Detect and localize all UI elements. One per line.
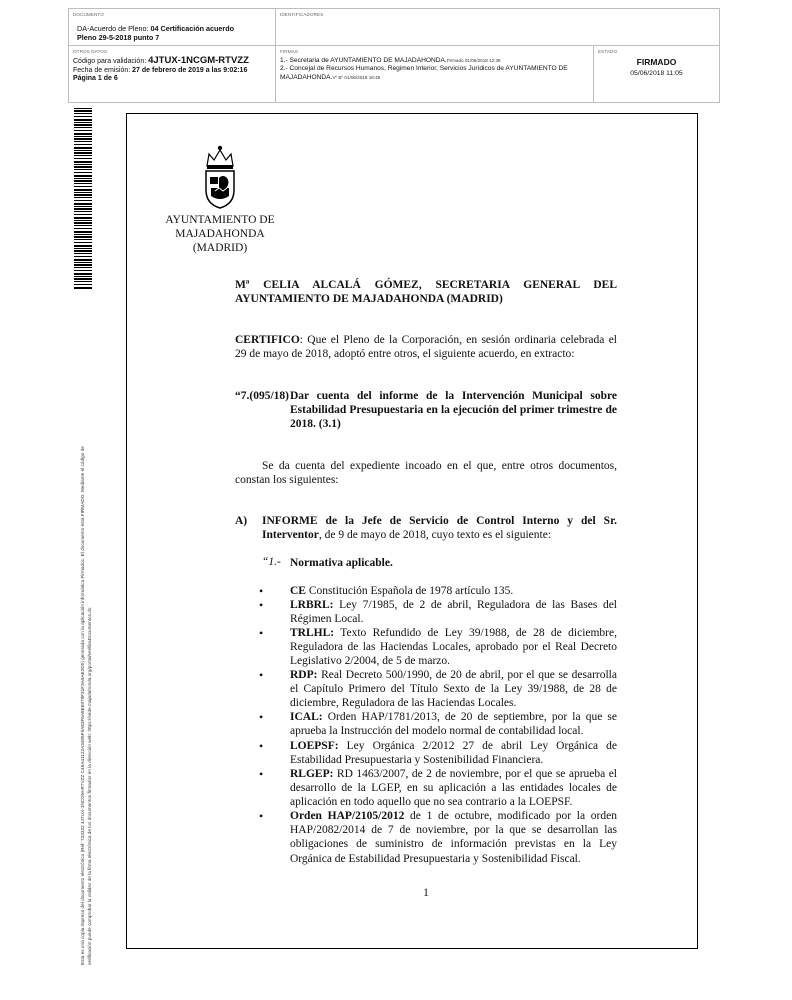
fecha-label: Fecha de emisión: bbox=[73, 66, 133, 74]
estado-cell bbox=[594, 46, 719, 102]
verification-note-line2: verificación puede comprobar la validez de la firma electrónica de los documentos firmados en la dirección web: https://sede.majadahonda.org/portal/verificaDocumentos.do bbox=[86, 607, 92, 965]
organization-name bbox=[163, 213, 277, 255]
identificadores-cell bbox=[276, 9, 719, 46]
verification-note bbox=[80, 297, 94, 965]
bullet-icon: • bbox=[259, 598, 264, 612]
section-a-letter: A) bbox=[235, 515, 248, 527]
regulation-term: CE bbox=[290, 585, 306, 597]
certifico-text1: : Que el Pleno de la Corporación, en sesión ordinaria celebrada el bbox=[299, 334, 617, 346]
bullet-icon: • bbox=[259, 809, 264, 823]
firmas-text bbox=[280, 57, 592, 82]
bullet-icon: • bbox=[259, 584, 264, 598]
regulation-text: Real Decreto 500/1990, de 20 de abril, por el que se desarrolla bbox=[317, 669, 617, 681]
regulation-line bbox=[290, 640, 617, 654]
regulation-line bbox=[290, 837, 617, 851]
regulation-text: Orden HAP/1781/2013, de 20 de septiembre, por la que se bbox=[322, 711, 617, 723]
regulation-line bbox=[290, 739, 617, 753]
regulation-text: RD 1463/2007, de 2 de noviembre, por el que se aprueba el bbox=[333, 768, 617, 780]
fecha-value: 27 de febrero de 2019 a las 9:02:16 bbox=[132, 66, 248, 74]
intro-line2: constan los siguientes: bbox=[235, 474, 339, 486]
regulation-text: obligaciones de suministro de información previstas en la Ley bbox=[290, 838, 617, 851]
regulation-line bbox=[290, 809, 617, 823]
otros-caption: OTROS DATOS bbox=[73, 49, 108, 54]
regulation-line bbox=[290, 823, 617, 837]
certifico-label: CERTIFICO bbox=[235, 334, 300, 346]
estado-caption: ESTADO bbox=[598, 49, 618, 54]
validation-code[interactable]: 4JTUX-1NCGM-RTVZZ bbox=[148, 55, 249, 66]
item-number: “7.(095/18) bbox=[235, 390, 289, 402]
item-title-line2: Estabilidad Presupuestaria en la ejecución del primer trimestre de bbox=[290, 404, 617, 416]
firmas-cell bbox=[276, 46, 594, 102]
regulation-text: Estabilidad Presupuestaria y Sostenibilidad Financiera. bbox=[290, 754, 544, 767]
documento-subtitle: Pleno 29-5-2018 punto 7 bbox=[77, 33, 160, 42]
regulation-text: el Capítulo Primero del Título Sexto de la Ley 39/1988, de 28 de bbox=[290, 683, 617, 696]
otros-text bbox=[73, 57, 249, 84]
otros-datos-cell bbox=[69, 46, 276, 102]
section-a-rest: , de 9 de mayo de 2018, cuyo texto es el siguiente: bbox=[318, 529, 552, 541]
page-count: Página 1 de 6 bbox=[73, 75, 118, 83]
firmas-caption: FIRMAS bbox=[280, 49, 298, 54]
regulation-line bbox=[290, 654, 617, 668]
regulation-term: LOEPSF: bbox=[290, 740, 339, 752]
documento-cell bbox=[69, 9, 276, 46]
heading-line2: AYUNTAMIENTO DE MAJADAHONDA (MADRID) bbox=[235, 293, 503, 305]
bullet-icon: • bbox=[259, 767, 264, 781]
regulation-line bbox=[290, 852, 617, 866]
regulation-text: Legislativo 2/2004, de 5 de marzo. bbox=[290, 655, 451, 668]
regulation-line bbox=[290, 668, 617, 682]
section-a-line1: INFORME de la Jefe de Servicio de Control Interno y del Sr. bbox=[262, 515, 617, 527]
regulation-term: TRLHL: bbox=[290, 627, 335, 639]
regulation-line bbox=[290, 612, 617, 626]
regulation-term: RDP: bbox=[290, 669, 318, 681]
regulation-line bbox=[290, 767, 617, 781]
firma-2: 2.- Concejal de Recursos Humanos, Regimen Interior, Servicios Jurídicos de AYUNTAMIENTO DE MAJADAHONDA. bbox=[280, 65, 568, 81]
regulation-text: aplicación en todo aquello que no sea contrario a la LOEPSF. bbox=[290, 796, 573, 809]
regulation-line bbox=[290, 724, 617, 738]
org-line2: MAJADAHONDA bbox=[175, 228, 265, 240]
regulation-text: HAP/2082/2014 de 7 de noviembre, por la que se desarrollan las bbox=[290, 824, 617, 837]
regulation-term: ICAL: bbox=[290, 711, 323, 723]
regulation-text: aprueba la Instrucción del modelo normal de contabilidad local. bbox=[290, 725, 584, 738]
regulation-text: Reguladora de las Haciendas Locales, aprobado por el Real Decreto bbox=[290, 641, 617, 654]
regulation-term: RLGEP: bbox=[290, 768, 334, 780]
regulation-line bbox=[290, 584, 617, 598]
regulation-text: Orgánica de Estabilidad Presupuestaria y Sostenibilidad Fiscal. bbox=[290, 852, 581, 865]
barcode-icon bbox=[74, 108, 92, 290]
page-number: 1 bbox=[423, 887, 429, 899]
firma-1: 1.- Secretaria de AYUNTAMIENTO DE MAJADAHONDA. bbox=[280, 57, 447, 64]
coat-of-arms-icon bbox=[201, 144, 239, 210]
certifico-line1 bbox=[235, 333, 617, 347]
bullet-icon: • bbox=[259, 668, 264, 682]
intro-line1: Se da cuenta del expediente incoado en el que, entre otros documentos, bbox=[262, 460, 617, 472]
item-title-line3: 2018. (3.1) bbox=[290, 418, 341, 430]
item-title-line1: Dar cuenta del informe de la Intervención Municipal sobre bbox=[290, 390, 617, 402]
bullet-icon: • bbox=[259, 739, 264, 753]
org-line3: (MADRID) bbox=[192, 242, 248, 254]
documento-title: 04 Certificación acuerdo bbox=[150, 24, 235, 33]
firma-2-date: Vº Bº 01/06/2018 18:48 bbox=[332, 74, 381, 80]
regulation-line bbox=[290, 710, 617, 724]
regulation-text: Régimen Local. bbox=[290, 613, 364, 626]
regulation-line bbox=[290, 753, 617, 767]
regulation-text: Ley 7/1985, de 2 de abril, Reguladora de las Bases del bbox=[333, 599, 617, 611]
regulation-term: Orden HAP/2105/2012 bbox=[290, 810, 405, 822]
regulation-text: de 1 de octubre, modificado por la orden bbox=[404, 810, 617, 822]
estado-value: FIRMADO bbox=[636, 57, 677, 67]
regulation-text: desarrollo de la LGEP, en su aplicación a las entidades locales de bbox=[290, 782, 617, 795]
sub-title: Normativa aplicable. bbox=[290, 557, 393, 569]
regulation-line bbox=[290, 598, 617, 612]
verification-note-line1: Esta es una copia impresa del documento electrónico (Ref: 733322 4JTUX-1NCGM-RTVZZ C45A41122A3485F9A83F6A8E6979F31F3A9AE2D0) generada con la aplicación informática Firmadoc. El documento está FIRMADO. Mediante el código de bbox=[80, 446, 85, 965]
firma-1-date: Firmado 01/06/2018 12:38 bbox=[446, 58, 501, 63]
regulation-line bbox=[290, 682, 617, 696]
bullet-icon: • bbox=[259, 710, 264, 724]
identificadores-caption: IDENTIFICADORES bbox=[280, 12, 324, 17]
documento-caption: DOCUMENTO bbox=[73, 12, 104, 17]
regulation-term: LRBRL: bbox=[290, 599, 334, 611]
documento-prefix: DA-Acuerdo de Pleno: bbox=[77, 24, 151, 33]
bullet-icon: • bbox=[259, 626, 264, 640]
regulation-line bbox=[290, 626, 617, 640]
estado-date: 05/06/2018 11:05 bbox=[630, 70, 683, 77]
codigo-label: Código para validación: bbox=[73, 58, 149, 65]
regulation-line bbox=[290, 795, 617, 809]
regulation-text: diciembre, Reguladora de las Haciendas Locales. bbox=[290, 697, 517, 710]
org-line1: AYUNTAMIENTO DE bbox=[165, 214, 275, 226]
section-a-interventor: Interventor bbox=[262, 529, 319, 541]
section-a-line2 bbox=[262, 528, 617, 542]
sub-number: “1.- bbox=[262, 556, 281, 568]
regulation-text: Constitución Española de 1978 artículo 135. bbox=[305, 585, 514, 597]
regulation-text: Texto Refundido de Ley 39/1988, de 28 de diciembre, bbox=[334, 627, 617, 639]
signature-header-box bbox=[68, 8, 720, 103]
regulation-line bbox=[290, 696, 617, 710]
heading-line1: Mª CELIA ALCALÁ GÓMEZ, SECRETARIA GENERAL DEL bbox=[235, 279, 617, 291]
regulation-line bbox=[290, 781, 617, 795]
documento-text bbox=[77, 24, 234, 42]
certifico-line2: 29 de mayo de 2018, adoptó entre otros, el siguiente acuerdo, en extracto: bbox=[235, 348, 575, 360]
regulation-text: Ley Orgánica 2/2012 27 de abril Ley Orgánica de bbox=[338, 740, 617, 752]
